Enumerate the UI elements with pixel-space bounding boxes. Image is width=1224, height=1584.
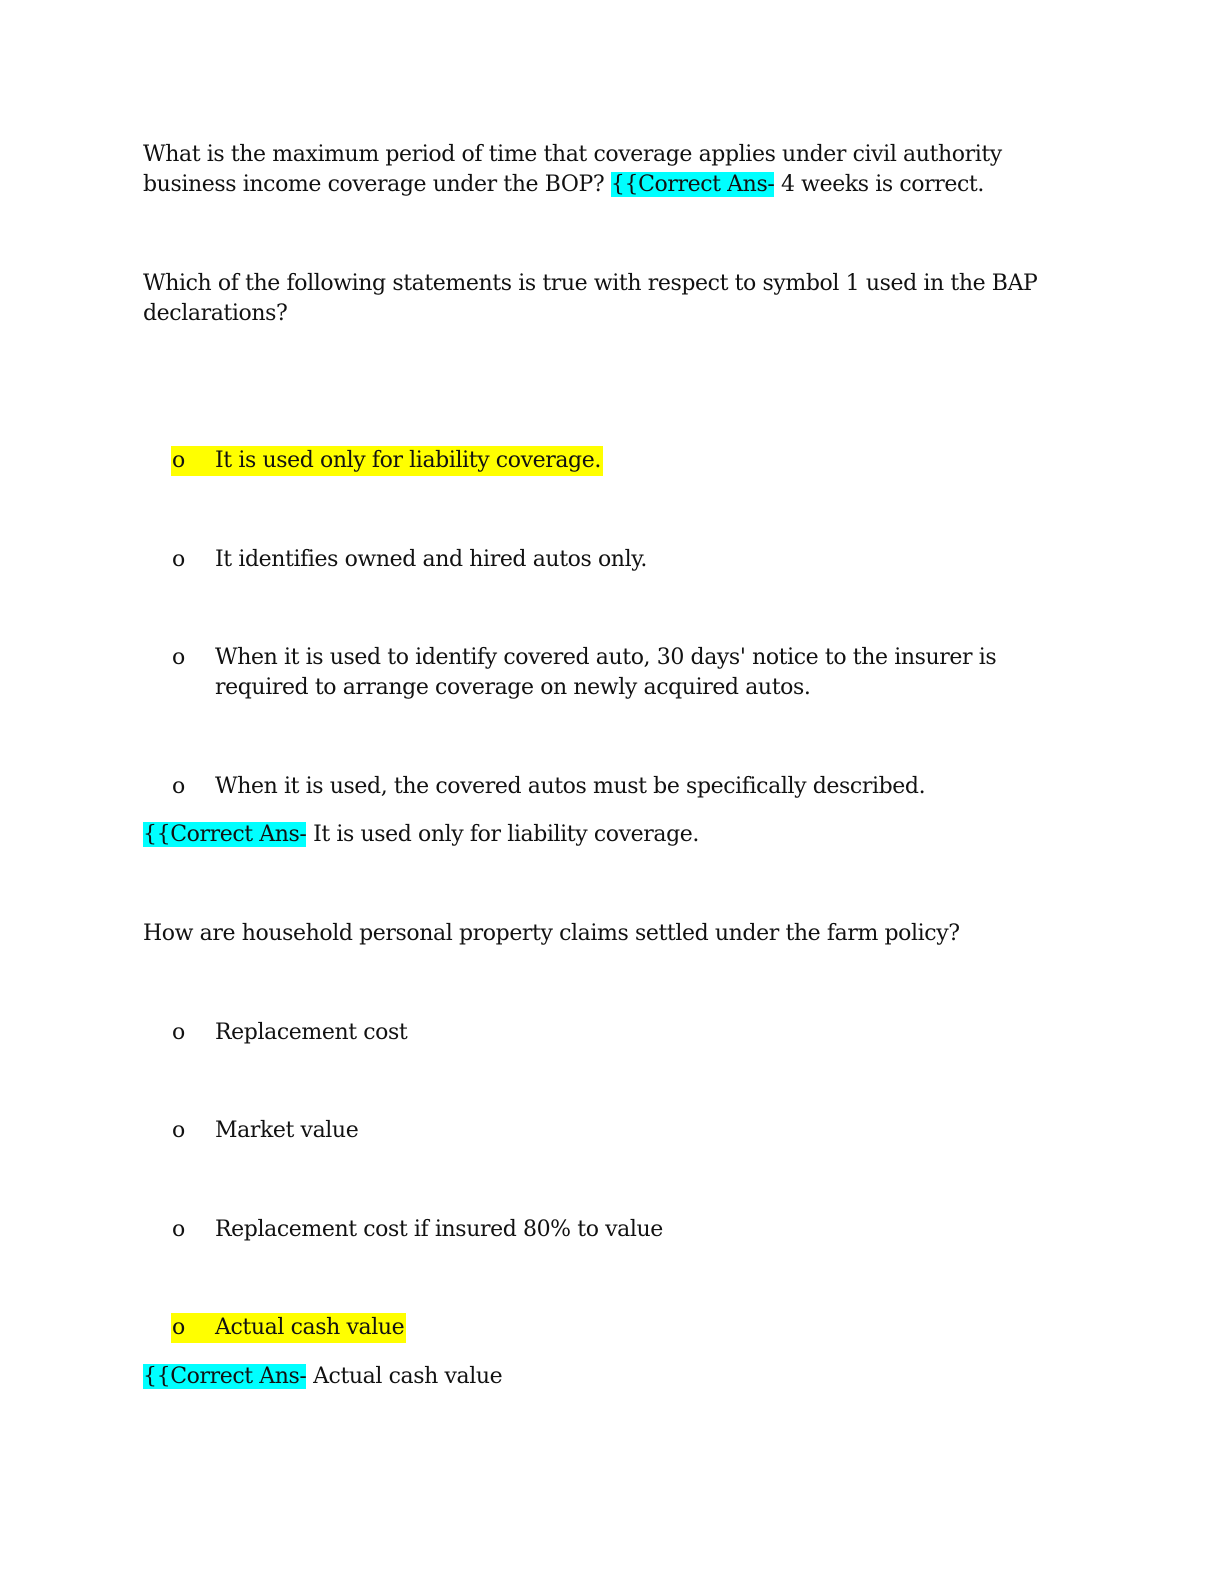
option-3-2-text: Market value bbox=[215, 1118, 359, 1143]
answer-2-prefix: {{Correct Ans- bbox=[143, 822, 307, 847]
option-highlight bbox=[171, 446, 603, 476]
answer-1-text: 4 weeks is correct. bbox=[780, 172, 984, 197]
option-2-2 bbox=[171, 545, 1011, 575]
option-3-4-text: Actual cash value bbox=[215, 1315, 405, 1340]
question-1-text: What is the maximum period of time that coverage applies under civil authority business income coverage under the BOP? bbox=[143, 142, 1002, 197]
option-3-3-text: Replacement cost if insured 80% to value bbox=[215, 1217, 663, 1242]
option-3-4 bbox=[171, 1313, 1011, 1343]
option-2-1-text: It is used only for liability coverage. bbox=[215, 448, 601, 473]
option-2-4 bbox=[171, 772, 1011, 802]
question-1 bbox=[143, 140, 1043, 200]
bullet-icon: o bbox=[172, 645, 185, 670]
bullet-icon: o bbox=[172, 774, 185, 799]
option-3-1 bbox=[171, 1018, 1011, 1048]
bullet-icon: o bbox=[172, 547, 185, 572]
answer-3 bbox=[143, 1362, 1043, 1392]
answer-2-text: It is used only for liability coverage. bbox=[313, 822, 700, 847]
bullet-icon: o bbox=[172, 448, 185, 473]
answer-3-prefix: {{Correct Ans- bbox=[143, 1364, 307, 1389]
option-highlight bbox=[171, 1313, 406, 1343]
question-3-text: How are household personal property claims settled under the farm policy? bbox=[143, 921, 960, 946]
question-2-text: Which of the following statements is true with respect to symbol 1 used in the BAP declarations? bbox=[143, 271, 1038, 326]
answer-2 bbox=[143, 820, 1043, 850]
bullet-icon: o bbox=[172, 1315, 185, 1340]
option-3-2 bbox=[171, 1116, 1011, 1146]
option-3-3 bbox=[171, 1215, 1011, 1245]
answer-1-prefix: {{Correct Ans- bbox=[610, 172, 775, 197]
bullet-icon: o bbox=[172, 1217, 185, 1242]
bullet-icon: o bbox=[172, 1118, 185, 1143]
option-2-4-text: When it is used, the covered autos must be specifically described. bbox=[215, 774, 926, 799]
option-2-2-text: It identifies owned and hired autos only. bbox=[215, 547, 647, 572]
option-2-1 bbox=[171, 446, 1011, 476]
option-2-3 bbox=[171, 643, 1011, 703]
bullet-icon: o bbox=[172, 1020, 185, 1045]
answer-3-text: Actual cash value bbox=[313, 1364, 503, 1389]
option-3-1-text: Replacement cost bbox=[215, 1020, 408, 1045]
option-2-3-text: When it is used to identify covered auto, 30 days' notice to the insurer is required to arrange coverage on newly acquired autos. bbox=[215, 645, 997, 700]
